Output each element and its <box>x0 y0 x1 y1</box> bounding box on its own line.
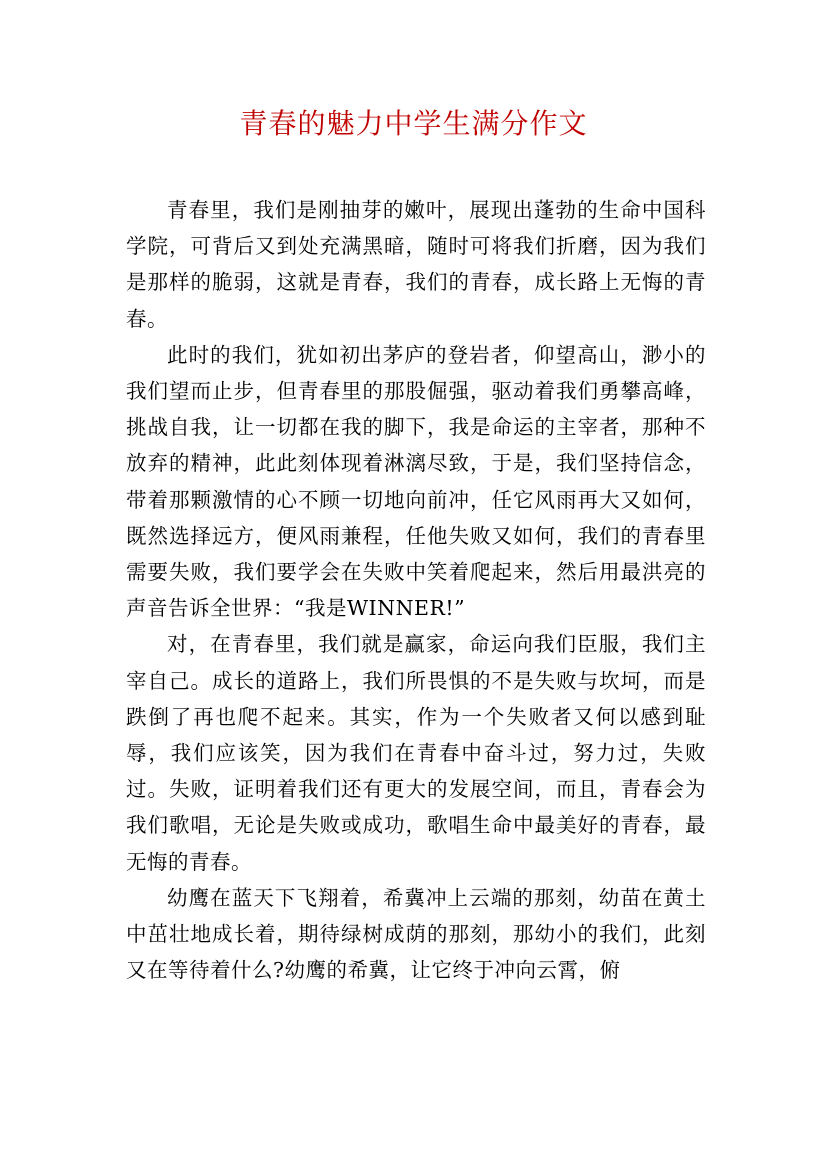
paragraph-3: 对，在青春里，我们就是赢家，命运向我们臣服，我们主宰自己。成长的道路上，我们所畏惧的不是失败与坎坷，而是跌倒了再也爬不起来。其实，作为一个失败者又何以感到耻辱，我们应该笑，因为我们在青春中奋斗过，努力过，失败过。失败，证明着我们还有更大的发展空间，而且，青春会为我们歌唱，无论是失败或成功，歌唱生命中最美好的青春，最无悔的青春。 <box>126 632 706 874</box>
document-body <box>126 192 706 988</box>
paragraph-4: 幼鹰在蓝天下飞翔着，希冀冲上云端的那刻，幼苗在黄土中茁壮地成长着，期待绿树成荫的那刻，那幼小的我们，此刻又在等待着什么?幼鹰的希冀，让它终于冲向云霄，俯 <box>126 885 706 983</box>
paragraph-1: 青春里，我们是刚抽芽的嫩叶，展现出蓬勃的生命中国科学院，可背后又到处充满黑暗，随时可将我们折磨，因为我们是那样的脆弱，这就是青春，我们的青春，成长路上无悔的青春。 <box>126 198 706 331</box>
paragraph-2: 此时的我们，犹如初出茅庐的登岩者，仰望高山，渺小的我们望而止步，但青春里的那股倔强，驱动着我们勇攀高峰，挑战自我，让一切都在我的脚下，我是命运的主宰者，那种不放弃的精神，此此刻体现着淋漓尽致，于是，我们坚持信念，带着那颗激情的心不顾一切地向前冲，任它风雨再大又如何，既然选择远方，便风雨兼程，任他失败又如何，我们的青春里需要失败，我们要学会在失败中笑着爬起来，然后用最洪亮的声音告诉全世界：“我是WINNER!” <box>126 342 706 621</box>
document-title: 青春的魅力中学生满分作文 <box>239 107 588 140</box>
